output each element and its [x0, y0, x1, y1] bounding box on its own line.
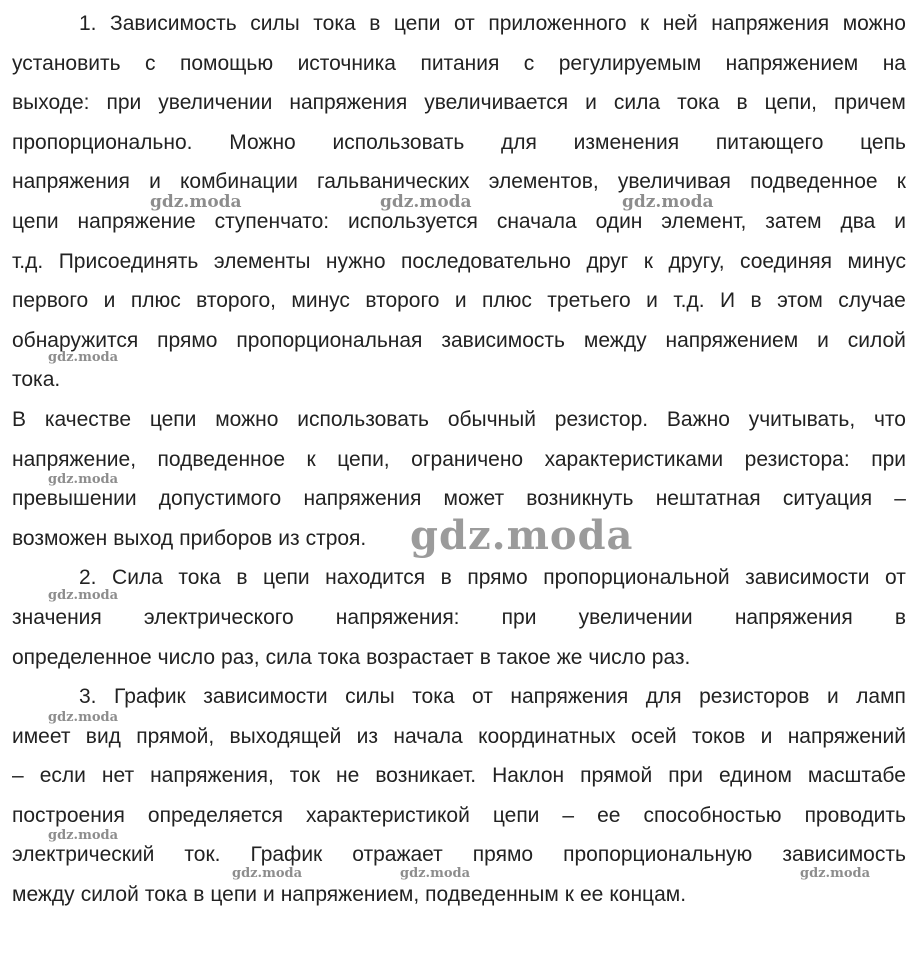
text-line: тока. — [12, 368, 61, 392]
text-line: цепи напряжение ступенчато: используется сначала один элемент, затем два и — [12, 209, 906, 233]
watermark-12: gdz.moda — [800, 866, 871, 881]
text-line: определенное число раз, сила тока возрастает в такое же число раз. — [12, 645, 691, 669]
text-line: значения электрического напряжения: при увеличении напряжения в — [12, 605, 906, 629]
watermark-8: gdz.moda — [48, 710, 119, 725]
text-line: превышении допустимого напряжения может возникнуть нештатная ситуация – — [12, 487, 906, 511]
paragraph-3 — [12, 558, 906, 677]
watermark-10: gdz.moda — [232, 866, 303, 881]
paragraph-2 — [12, 400, 906, 558]
text-line: первого и плюс второго, минус второго и плюс третьего и т.д. И в этом случае — [12, 289, 906, 313]
text-line: – если нет напряжения, ток не возникает. Наклон прямой при едином масштабе — [12, 764, 906, 788]
text-line: 1. Зависимость силы тока в цепи от приложенного к ней напряжения можно — [79, 12, 906, 35]
text-line: 3. График зависимости силы тока от напряжения для резисторов и ламп — [79, 685, 906, 709]
text-line: между силой тока в цепи и напряжением, подведенным к ее концам. — [12, 883, 687, 907]
watermark-5: gdz.moda — [48, 472, 119, 487]
text-line: имеет вид прямой, выходящей из начала координатных осей токов и напряжений — [12, 724, 906, 748]
watermark-7: gdz.moda — [48, 588, 119, 603]
text-line: т.д. Присоединять элементы нужно последовательно друг к другу, соединяя минус — [12, 249, 906, 273]
document-body — [12, 4, 906, 915]
text-line: напряжения и комбинации гальванических элементов, увеличивая подведенное к — [12, 170, 906, 194]
text-line: электрический ток. График отражает прямо пропорциональную зависимость — [12, 843, 906, 867]
text-line: установить с помощью источника питания с регулируемым напряжением на — [12, 51, 906, 75]
paragraph-4 — [12, 677, 906, 915]
watermark-6: gdz.moda — [410, 512, 634, 559]
watermark-1: gdz.moda — [150, 192, 242, 212]
watermark-4: gdz.moda — [48, 350, 119, 365]
text-line: возможен выход приборов из строя. — [12, 526, 367, 550]
paragraph-1 — [12, 4, 906, 400]
watermark-11: gdz.moda — [400, 866, 471, 881]
watermark-3: gdz.moda — [622, 192, 714, 212]
text-line: обнаружится прямо пропорциональная зависимость между напряжением и силой — [12, 328, 906, 352]
text-line: построения определяется характеристикой цепи – ее способностью проводить — [12, 803, 906, 827]
text-line: пропорционально. Можно использовать для изменения питающего цепь — [12, 130, 906, 154]
watermark-2: gdz.moda — [380, 192, 472, 212]
text-line: напряжение, подведенное к цепи, ограничено характеристиками резистора: при — [12, 447, 906, 471]
watermark-9: gdz.moda — [48, 828, 119, 843]
text-line: 2. Сила тока в цепи находится в прямо пропорциональной зависимости от — [79, 566, 906, 590]
text-line: В качестве цепи можно использовать обычный резистор. Важно учитывать, что — [12, 407, 906, 431]
text-line: выходе: при увеличении напряжения увеличивается и сила тока в цепи, причем — [12, 91, 906, 115]
